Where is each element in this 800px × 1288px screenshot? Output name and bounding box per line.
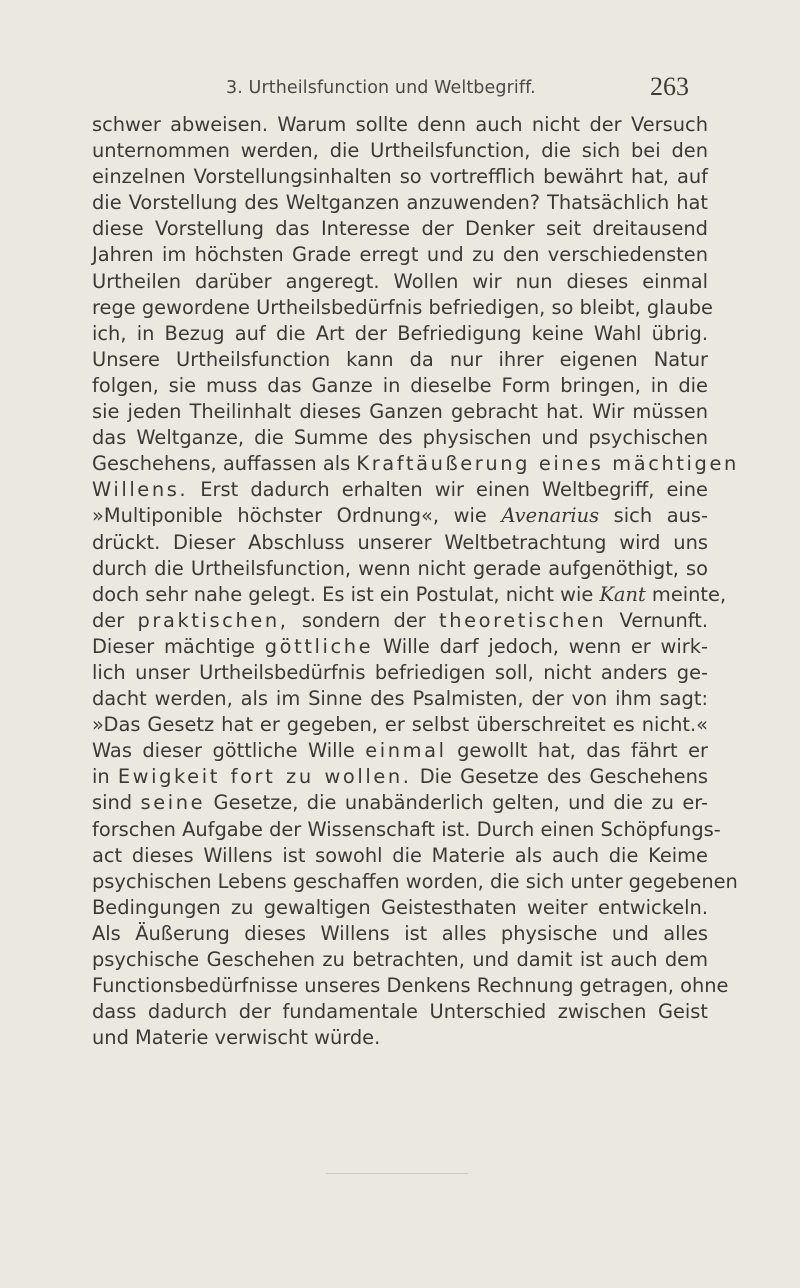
text-line: das Weltganze, die Summe des physischen und psychischen	[92, 426, 708, 450]
text-line	[92, 790, 708, 816]
text-line: schwer abweisen. Warum sollte denn auch nicht der Versuch	[92, 113, 708, 136]
text-run: doch sehr nahe gelegt. Es ist ein Postulat, nicht wie	[92, 582, 600, 606]
text-line: Unsere Urtheilsfunction kann da nur ihrer eigenen Natur	[92, 347, 708, 371]
text-line	[92, 451, 739, 477]
text-line: sie jeden Theilinhalt dieses Ganzen gebracht hat. Wir müssen	[92, 400, 708, 424]
text-line: Als Äußerung dieses Willens ist alles physische und alles	[92, 921, 708, 945]
text-line: lich unser Urtheilsbedürfnis befriedigen soll, nicht anders ge-	[92, 660, 708, 684]
text-line	[92, 608, 708, 634]
text-line: dass dadurch der fundamentale Unterschied zwischen Geist	[92, 1000, 708, 1024]
text-line: »Das Gesetz hat er gegeben, er selbst überschreitet es nicht.«	[92, 713, 708, 737]
text-run: Die Gesetze des Geschehens	[411, 765, 708, 789]
text-run: Vernunft.	[606, 608, 708, 632]
text-line: unternommen werden, die Urtheilsfunction, die sich bei den	[92, 139, 708, 163]
bottom-rule	[326, 1173, 468, 1174]
text-line: forschen Aufgabe der Wissenschaft ist. Durch einen Schöpfungs-	[92, 817, 721, 841]
text-line	[92, 503, 708, 529]
spaced-emphasis: Kraftäußerung eines mächtigen	[356, 452, 739, 476]
text-run: Dieser mächtige	[92, 634, 265, 658]
text-run: Was dieser göttliche Wille	[92, 739, 366, 763]
text-line	[92, 764, 708, 790]
text-line: und Materie verwischt würde.	[92, 1026, 381, 1050]
text-line: durch die Urtheilsfunction, wenn nicht gerade aufgenöthigt, so	[92, 556, 708, 580]
text-run: sich aus-	[599, 504, 709, 528]
text-run: Erst dadurch erhalten wir einen Weltbegriff, eine	[188, 478, 708, 502]
text-run: Geschehens, auffassen als	[92, 452, 357, 476]
spaced-emphasis: einmal	[365, 739, 447, 763]
text-line: rege gewordene Urtheilsbedürfnis befriedigen, so bleibt, glaube	[92, 295, 713, 319]
text-run: sondern der	[288, 608, 440, 632]
spaced-emphasis: theoretischen	[439, 608, 607, 632]
text-run: in	[92, 765, 118, 789]
text-line: ich, in Bezug auf die Art der Befriedigung keine Wahl übrig.	[92, 321, 708, 345]
text-line: psychischen Lebens geschaffen worden, die sich unter gegebenen	[92, 869, 738, 893]
text-line: drückt. Dieser Abschluss unserer Weltbetrachtung wird uns	[92, 530, 708, 554]
text-line	[92, 738, 708, 764]
text-line	[92, 477, 708, 503]
text-line: diese Vorstellung das Interesse der Denker seit dreitausend	[92, 217, 708, 241]
text-line	[92, 582, 727, 608]
text-line: Functionsbedürfnisse unseres Denkens Rechnung getragen, ohne	[92, 974, 729, 998]
text-line: dacht werden, als im Sinne des Psalmisten, der von ihm sagt:	[92, 687, 708, 711]
text-run: sind	[92, 791, 141, 815]
text-run: Gesetze, die unabänderlich gelten, und die zu er-	[205, 791, 708, 815]
text-run: meinte,	[645, 582, 727, 606]
italic-name: Avenarius	[501, 504, 600, 528]
text-run: »Multiponible höchster Ordnung«, wie	[92, 504, 502, 528]
text-line: Bedingungen zu gewaltigen Geistesthaten weiter entwickeln.	[92, 895, 708, 919]
text-line: einzelnen Vorstellungsinhalten so vortrefflich bewährt hat, auf	[92, 165, 708, 189]
text-line: folgen, sie muss das Ganze in dieselbe Form bringen, in die	[92, 373, 708, 397]
text-line: act dieses Willens ist sowohl die Materie als auch die Keime	[92, 843, 708, 867]
page-number: 263	[650, 72, 689, 101]
text-run: gewollt hat, das fährt er	[446, 739, 708, 763]
running-header: 3. Urtheilsfunction und Weltbegriff.	[226, 78, 536, 98]
text-run: der	[92, 608, 138, 632]
spaced-emphasis: Willens.	[92, 478, 189, 502]
spaced-emphasis: göttliche	[264, 634, 374, 658]
text-line: psychische Geschehen zu betrachten, und damit ist auch dem	[92, 948, 708, 971]
spaced-emphasis: Ewigkeit fort zu wollen.	[117, 765, 412, 789]
italic-name: Kant	[599, 582, 646, 606]
body-text	[92, 112, 739, 1051]
text-line	[92, 634, 708, 660]
text-run: Wille darf jedoch, wenn er wirk-	[373, 634, 708, 658]
text-line: Urtheilen darüber angeregt. Wollen wir nun dieses einmal	[92, 269, 708, 293]
text-line: Jahren im höchsten Grade erregt und zu den verschiedensten	[92, 243, 708, 267]
spaced-emphasis: seine	[140, 791, 206, 815]
spaced-emphasis: praktischen,	[137, 608, 289, 632]
text-line: die Vorstellung des Weltganzen anzuwenden? Thatsächlich hat	[92, 191, 708, 215]
